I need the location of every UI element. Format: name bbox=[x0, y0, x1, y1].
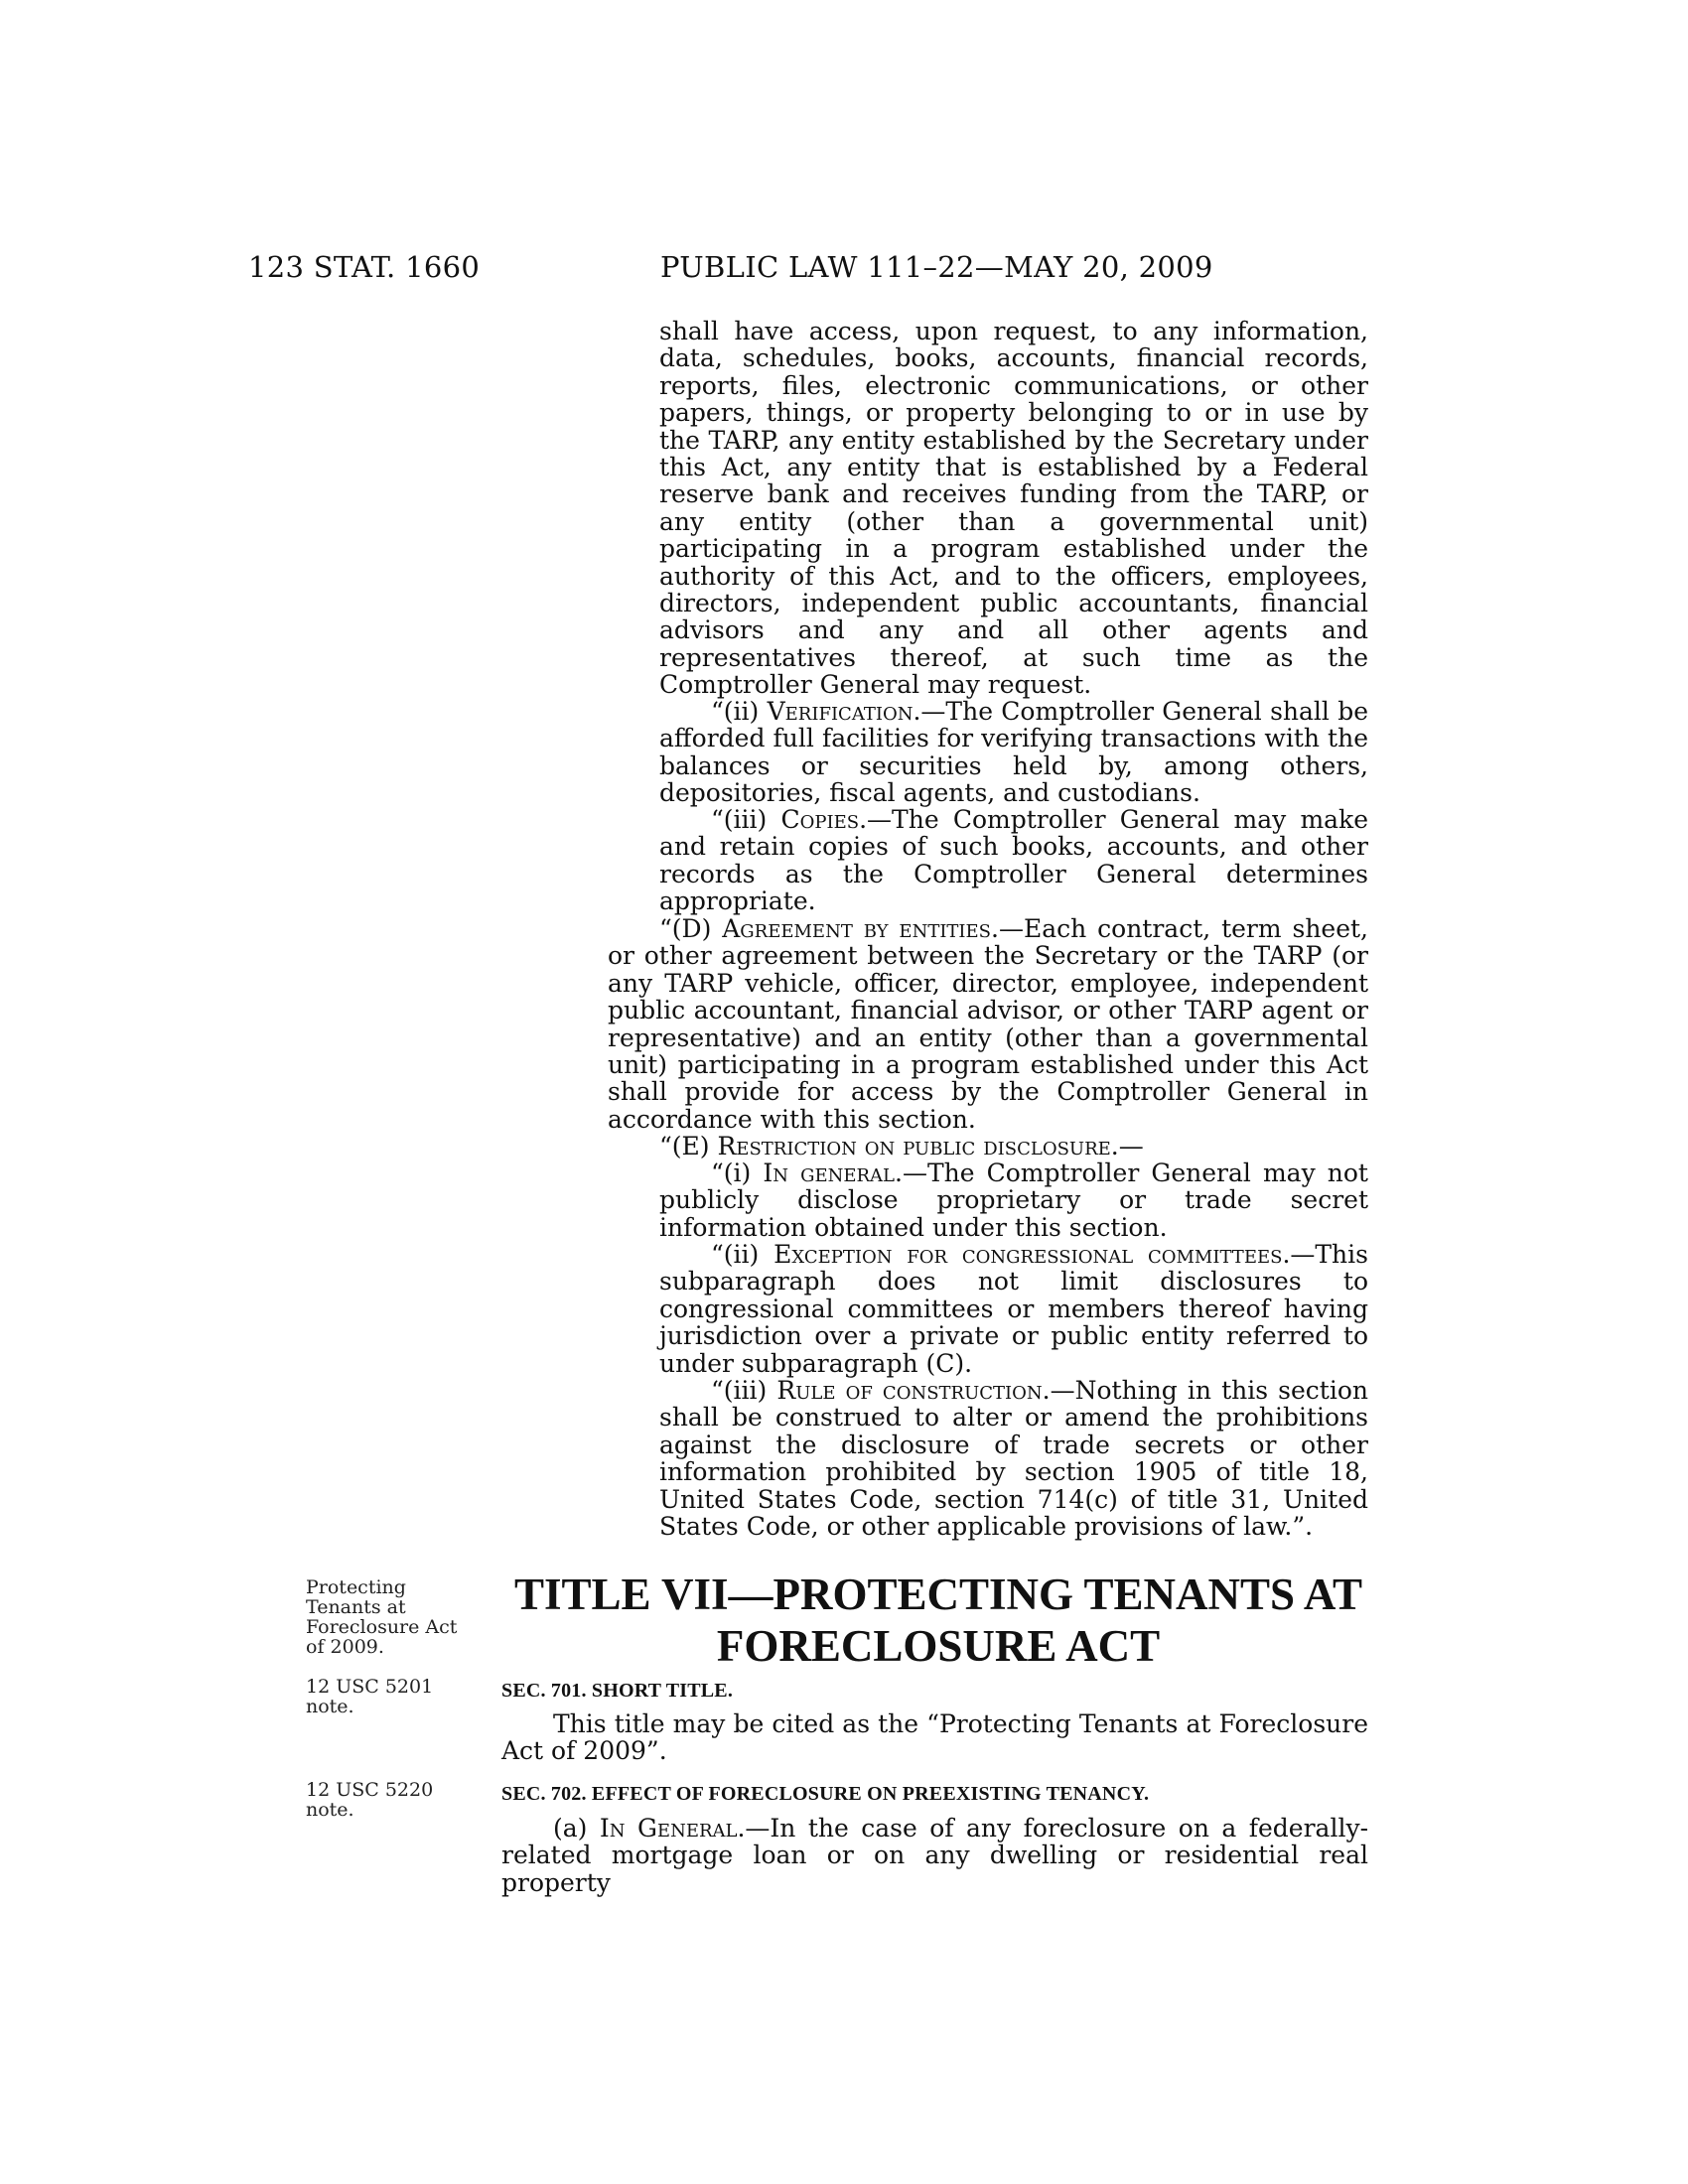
clause-heading: Copies bbox=[780, 805, 860, 834]
clause-number: “(iii) bbox=[711, 1376, 777, 1405]
subparagraph-number: “(E) bbox=[659, 1132, 718, 1160]
margin-note-usc-5201: 12 USC 5201 note. bbox=[306, 1676, 434, 1717]
subsection-text: .—In the case of any foreclosure on a federally-related mortgage loan or on any dwelling or residential real property bbox=[501, 1814, 1369, 1897]
clause-heading: Verification bbox=[767, 697, 914, 726]
section-702-heading: SEC. 702. EFFECT OF FORECLOSURE ON PREEXISTING TENANCY. bbox=[501, 1783, 1150, 1805]
subparagraph-heading: Agreement by entities bbox=[722, 914, 992, 943]
public-law-citation: PUBLIC LAW 111–22—MAY 20, 2009 bbox=[660, 250, 1213, 284]
running-header bbox=[0, 250, 1688, 290]
clause-number: “(ii) bbox=[711, 697, 768, 726]
clause-text: .—The Comptroller General may not publicly disclose proprietary or trade secret information obtained under this section. bbox=[659, 1159, 1368, 1242]
clause-heading: In general bbox=[763, 1159, 895, 1187]
title-line-2: FORECLOSURE ACT bbox=[716, 1621, 1161, 1671]
clause-number: “(ii) bbox=[711, 1240, 774, 1269]
clause-number: “(i) bbox=[711, 1159, 764, 1187]
exception-paragraph bbox=[659, 1241, 1368, 1377]
clause-number: “(iii) bbox=[711, 805, 781, 834]
subsection-heading: In General bbox=[599, 1814, 738, 1843]
subparagraph-heading: Restriction on public disclosure bbox=[717, 1132, 1111, 1160]
title-heading bbox=[501, 1569, 1375, 1672]
clause-text: .—The Comptroller General may make and retain copies of such books, accounts, and other records as the Comptroller General determines appropriate. bbox=[659, 805, 1368, 916]
rule-of-construction-paragraph bbox=[659, 1377, 1368, 1540]
margin-note-act-name: Protecting Tenants at Foreclosure Act of 2009. bbox=[306, 1576, 458, 1658]
access-continuation-paragraph: shall have access, upon request, to any information, data, schedules, books, accounts, financial records, reports, files, electronic communications, or other papers, things, or property belonging to or in use by the TARP, any entity established by the Secretary under this Act, any entity that is established by a Federal reserve bank and receives funding from the TARP, or any entity (other than a governmental unit) participating in a program established under the authority of this Act, and to the officers, employees, directors, independent public accountants, financial advisors and any and all other agents and representatives thereof, at such time as the Comptroller General may request. bbox=[659, 317, 1368, 700]
subparagraph-text: .—Each contract, term sheet, or other agreement between the Secretary or the TARP (or any TARP vehicle, officer, director, employee, independent public accountant, financial advisor, or other TARP agent or representative) and an entity (other than a governmental unit) participating in a program established under this Act shall provide for access by the Comptroller General in accordance with this section. bbox=[608, 914, 1369, 1134]
subsection-number: (a) bbox=[553, 1814, 600, 1843]
restriction-heading-paragraph bbox=[608, 1133, 1368, 1160]
clause-text: .—Nothing in this section shall be construed to alter or amend the prohibitions against the disclosure of trade secrets or other information prohibited by section 1905 of title 18, United States Code, section 714(c) of title 31, United States Code, or other applicable provisions of law.”. bbox=[659, 1376, 1368, 1542]
verification-paragraph bbox=[659, 698, 1368, 807]
title-line-1: TITLE VII—PROTECTING TENANTS AT bbox=[513, 1570, 1362, 1619]
section-701-text: This title may be cited as the “Protecting Tenants at Foreclosure Act of 2009”. bbox=[501, 1709, 1368, 1766]
clause-text: .—The Comptroller General shall be afforded full facilities for verifying transactions with the balances or securities held by, among others, depositories, fiscal agents, and custodians. bbox=[659, 697, 1368, 808]
agreement-by-entities-paragraph bbox=[608, 915, 1368, 1133]
margin-note-usc-5220: 12 USC 5220 note. bbox=[306, 1779, 434, 1821]
section-701-heading: SEC. 701. SHORT TITLE. bbox=[501, 1680, 734, 1702]
subparagraph-number: “(D) bbox=[659, 914, 723, 943]
section-702-subsection-a bbox=[501, 1815, 1368, 1896]
copies-paragraph bbox=[659, 806, 1368, 915]
clause-heading: Rule of construction bbox=[776, 1376, 1043, 1405]
in-general-paragraph bbox=[659, 1160, 1368, 1241]
subparagraph-text: .— bbox=[1110, 1132, 1144, 1160]
clause-text: .—This subparagraph does not limit disclosures to congressional committees or members thereof having jurisdiction over a private or public entity referred to under subparagraph (C). bbox=[659, 1240, 1368, 1378]
statute-page-number: 123 STAT. 1660 bbox=[248, 250, 481, 284]
clause-heading: Exception for congressional committees bbox=[774, 1240, 1283, 1269]
